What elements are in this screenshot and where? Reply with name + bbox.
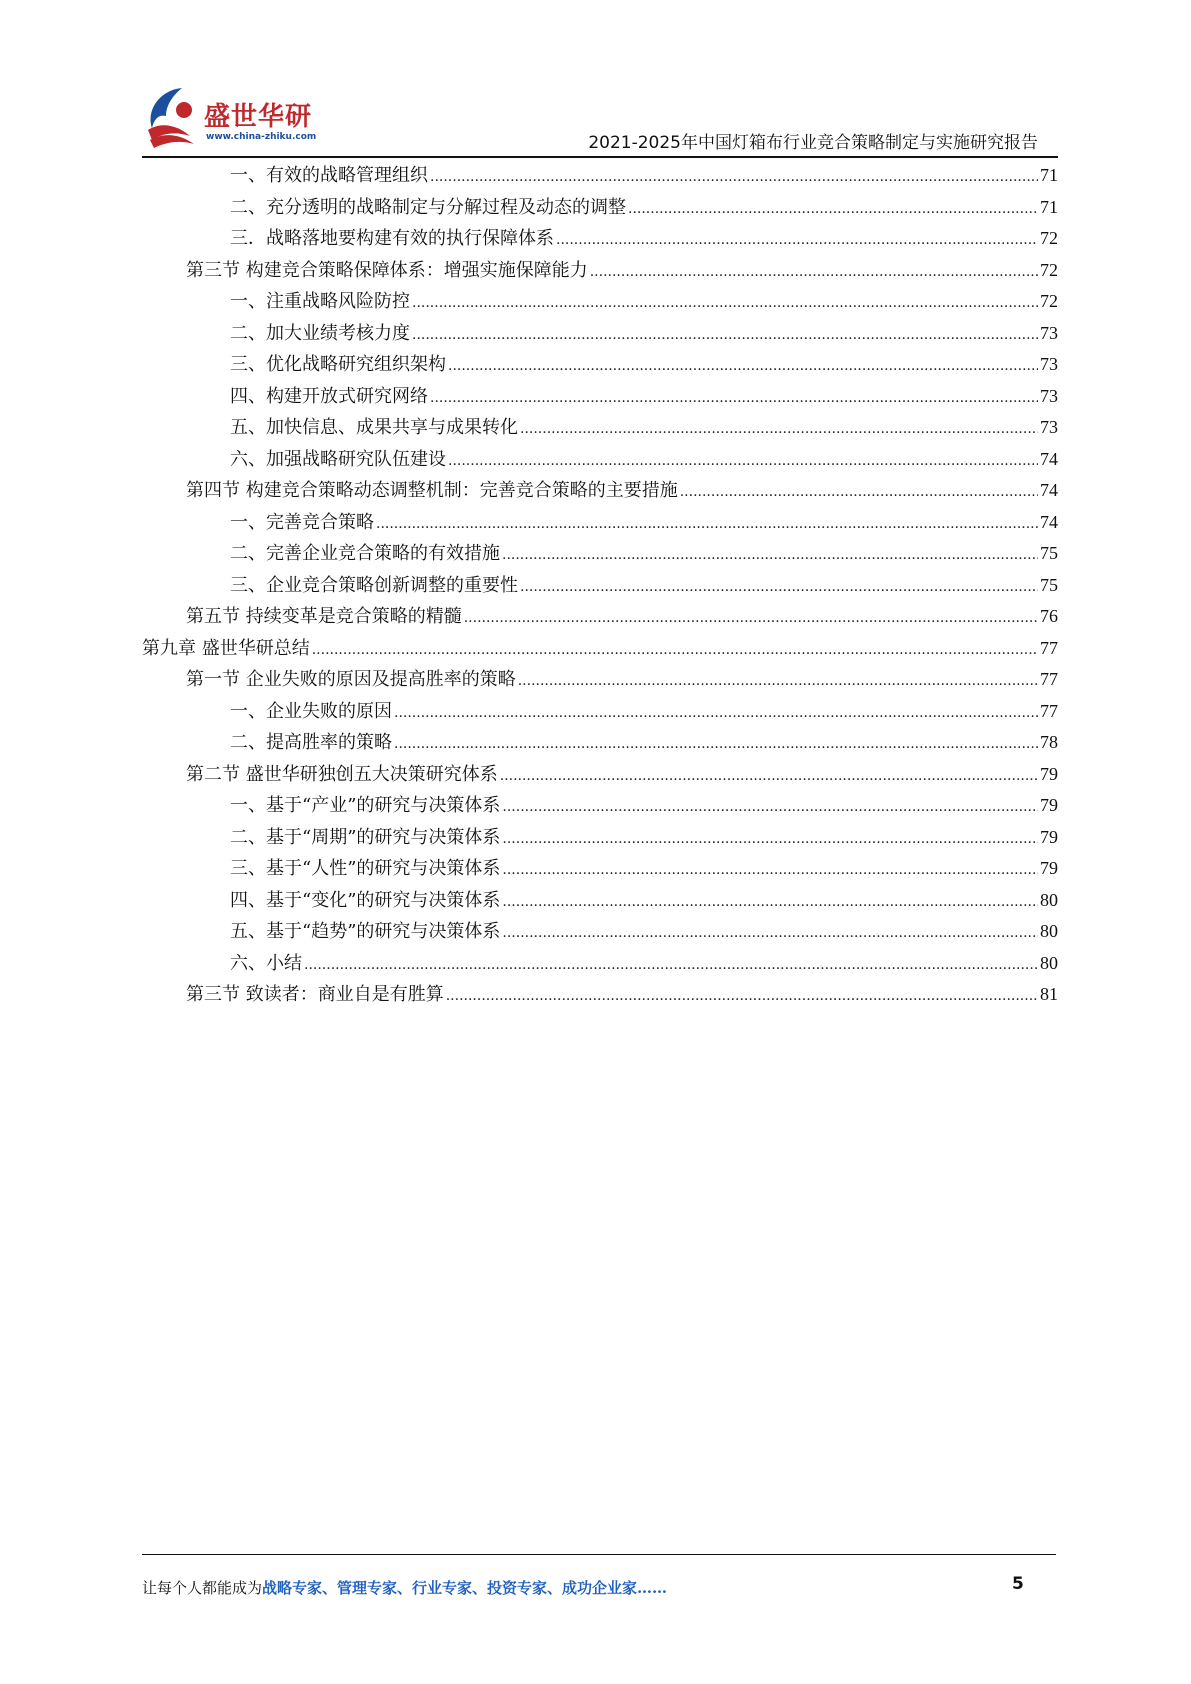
toc-page-number: 73: [1040, 417, 1058, 437]
toc-leader-dots: [502, 855, 1038, 887]
toc-page-number: 77: [1040, 700, 1058, 721]
toc-entry[interactable]: [142, 349, 1058, 381]
toc-leader-dots: [520, 572, 1038, 604]
toc-leader-dots: [376, 509, 1038, 541]
toc-leader-dots: [304, 950, 1038, 982]
logo-url: www.china-zhiku.com: [206, 132, 317, 142]
toc-page-number: 72: [1040, 291, 1058, 311]
toc-entry[interactable]: [142, 916, 1058, 948]
toc-entry[interactable]: [142, 885, 1058, 917]
toc-page-number: 74: [1040, 448, 1058, 469]
toc-leader-dots: [502, 824, 1038, 856]
logo-swoosh-icon: [142, 84, 206, 150]
slogan-highlight: 战略专家、管理专家、行业专家、投资专家、成功企业家……: [262, 1579, 668, 1597]
toc-entry-title: 二、提高胜率的策略: [230, 732, 392, 753]
toc-leader-dots: [464, 603, 1038, 635]
footer-divider: [142, 1554, 1056, 1555]
toc-leader-dots: [448, 446, 1038, 478]
toc-page-number: 77: [1040, 637, 1058, 658]
toc-entry[interactable]: [142, 381, 1058, 413]
toc-entry-title: 三、基于“人性”的研究与决策体系: [230, 858, 501, 879]
page-header: [142, 82, 1058, 158]
toc-page-number: 80: [1040, 921, 1058, 941]
toc-entry-title: 三、优化战略研究组织架构: [230, 354, 446, 375]
toc-entry[interactable]: [142, 601, 1058, 633]
slogan-lead: 让每个人都能成为: [142, 1579, 263, 1597]
toc-leader-dots: [518, 666, 1038, 698]
toc-leader-dots: [502, 918, 1038, 950]
toc-entry[interactable]: [142, 255, 1058, 287]
toc-entry-title: 六、加强战略研究队伍建设: [230, 448, 446, 470]
toc-entry-title: 五、基于“趋势”的研究与决策体系: [230, 921, 501, 942]
toc-page-number: 75: [1040, 543, 1058, 563]
toc-entry[interactable]: [142, 790, 1058, 822]
toc-entry-title: 四、构建开放式研究网络: [230, 385, 428, 407]
toc-page-number: 72: [1040, 259, 1058, 280]
toc-leader-dots: [502, 792, 1038, 824]
toc-entry-title: 四、基于“变化”的研究与决策体系: [230, 889, 501, 911]
toc-entry[interactable]: [142, 286, 1058, 318]
toc-leader-dots: [430, 383, 1038, 415]
toc-entry[interactable]: [142, 223, 1058, 255]
toc-leader-dots: [590, 257, 1038, 289]
toc-page-number: 74: [1040, 511, 1058, 532]
toc-entry-title: 六、小结: [230, 952, 302, 974]
toc-entry[interactable]: [142, 853, 1058, 885]
toc-page-number: 80: [1040, 889, 1058, 910]
toc-entry-title: 二、加大业绩考核力度: [230, 322, 410, 344]
toc-entry-title: 第三节 致读者：商业自是有胜算: [186, 984, 444, 1005]
toc-entry[interactable]: [142, 444, 1058, 476]
toc-leader-dots: [412, 288, 1038, 320]
toc-page-number: 80: [1040, 952, 1058, 973]
toc-entry-title: 第九章 盛世华研总结: [142, 637, 310, 659]
logo-text: 盛世华研: [204, 102, 313, 132]
footer-slogan: [142, 1577, 667, 1598]
toc-entry[interactable]: [142, 475, 1058, 507]
toc-entry-title: 一、企业失败的原因: [230, 700, 392, 722]
toc-entry[interactable]: [142, 948, 1058, 980]
toc-leader-dots: [556, 225, 1038, 257]
toc-leader-dots: [680, 477, 1038, 509]
toc-page-number: 73: [1040, 385, 1058, 406]
toc-page-number: 71: [1040, 165, 1058, 185]
toc-entry-title: 第四节 构建竞合策略动态调整机制：完善竞合策略的主要措施: [186, 480, 678, 501]
toc-entry-title: 二、完善企业竞合策略的有效措施: [230, 543, 500, 564]
toc-entry[interactable]: [142, 160, 1058, 192]
toc-page-number: 73: [1040, 354, 1058, 374]
toc-entry-title: 第二节 盛世华研独创五大决策研究体系: [186, 763, 498, 785]
toc-leader-dots: [502, 540, 1038, 572]
toc-entry-title: 第三节 构建竞合策略保障体系：增强实施保障能力: [186, 259, 588, 281]
toc-entry[interactable]: [142, 570, 1058, 602]
toc-page-number: 71: [1040, 196, 1058, 217]
toc-entry-title: 第一节 企业失败的原因及提高胜率的策略: [186, 669, 516, 690]
report-title: 2021-2025年中国灯箱布行业竞合策略制定与实施研究报告: [588, 133, 1038, 153]
toc-leader-dots: [628, 194, 1038, 226]
toc-page-number: 79: [1040, 858, 1058, 878]
toc-leader-dots: [430, 162, 1038, 194]
toc-entry-title: 二、充分透明的战略制定与分解过程及动态的调整: [230, 196, 626, 218]
toc-entry-title: 二、基于“周期”的研究与决策体系: [230, 826, 501, 848]
toc-entry-title: 第五节 持续变革是竞合策略的精髓: [186, 606, 462, 627]
toc-leader-dots: [394, 698, 1038, 730]
toc-page-number: 73: [1040, 322, 1058, 343]
toc-entry-title: 一、注重战略风险防控: [230, 291, 410, 312]
toc-page-number: 76: [1040, 606, 1058, 626]
toc-leader-dots: [394, 729, 1038, 761]
toc-entry-title: 五、加快信息、成果共享与成果转化: [230, 417, 518, 438]
toc-page-number: 79: [1040, 826, 1058, 847]
toc-leader-dots: [448, 351, 1038, 383]
toc-entry[interactable]: [142, 318, 1058, 350]
toc-page-number: 79: [1040, 763, 1058, 784]
toc-entry[interactable]: [142, 538, 1058, 570]
toc-entry-title: 一、基于“产业”的研究与决策体系: [230, 795, 501, 816]
toc-entry[interactable]: [142, 192, 1058, 224]
toc-page-number: 78: [1040, 732, 1058, 752]
company-logo: [142, 84, 322, 154]
toc-entry[interactable]: [142, 727, 1058, 759]
toc-leader-dots: [446, 981, 1038, 1013]
toc-leader-dots: [312, 635, 1038, 667]
toc-entry[interactable]: [142, 412, 1058, 444]
toc-leader-dots: [500, 761, 1038, 793]
toc-leader-dots: [520, 414, 1038, 446]
toc-page-number: 79: [1040, 795, 1058, 815]
toc-entry-title: 三、企业竞合策略创新调整的重要性: [230, 574, 518, 596]
toc-page-number: 81: [1040, 984, 1058, 1004]
toc-entry[interactable]: [142, 759, 1058, 791]
toc-leader-dots: [502, 887, 1038, 919]
toc-entry[interactable]: [142, 979, 1058, 1011]
toc-entry[interactable]: [142, 696, 1058, 728]
toc-page-number: 72: [1040, 228, 1058, 248]
toc-entry[interactable]: [142, 822, 1058, 854]
toc-entry[interactable]: [142, 664, 1058, 696]
toc-entry-title: 一、完善竞合策略: [230, 511, 374, 533]
page-number: 5: [1012, 1574, 1024, 1594]
header-divider: [142, 156, 1058, 158]
toc-leader-dots: [412, 320, 1038, 352]
table-of-contents: [142, 160, 1058, 1011]
toc-page-number: 74: [1040, 480, 1058, 500]
toc-entry-title: 一、有效的战略管理组织: [230, 165, 428, 186]
toc-entry[interactable]: [142, 507, 1058, 539]
toc-entry-title: 三．战略落地要构建有效的执行保障体系: [230, 228, 554, 249]
toc-entry[interactable]: [142, 633, 1058, 665]
toc-page-number: 75: [1040, 574, 1058, 595]
toc-page-number: 77: [1040, 669, 1058, 689]
